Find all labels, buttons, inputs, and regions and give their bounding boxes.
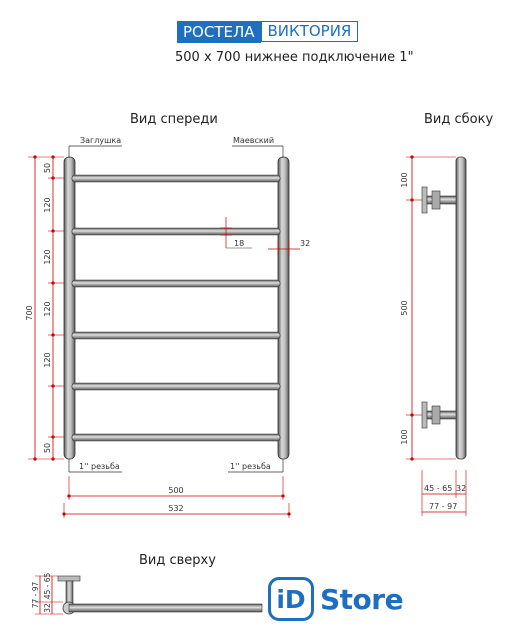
segment-dim: 50 [43,162,52,174]
dim-18: 18 [234,239,245,248]
width-inner-dim: 500 [168,486,184,495]
top-view-rung [69,604,262,612]
label-plug: Заглушка [80,136,122,145]
side-pipe [456,157,466,459]
side-top-dim: 100 [400,172,409,188]
top-depth-dim: 45 - 65 [43,572,52,600]
side-view-title: Вид сбоку [424,112,494,127]
label-valve: Маевский [233,136,275,145]
right-pipe [278,157,289,459]
side-view [406,155,466,516]
brand-name: РОСТЕЛА [177,21,261,43]
thread-right-label: 1'' резьба [230,462,271,471]
segment-dim: 120 [43,352,52,368]
rung [72,175,280,182]
idstore-logo [268,577,403,621]
rung [72,280,280,287]
side-pipe-dim: 32 [456,484,467,493]
subtitle: 500 x 700 нижнее подключение 1" [175,50,414,65]
side-bottom-dim: 100 [400,429,409,445]
logo-store-text: Store [320,582,404,616]
rung [72,332,280,339]
rung [72,228,280,235]
front-view-title: Вид спереди [130,112,218,127]
rung [72,383,280,390]
logo-id-mark: iD [268,577,314,621]
height-dim: 700 [25,305,34,321]
segment-dim: 50 [43,442,52,454]
rung [72,434,280,441]
thread-left-label: 1'' резьба [79,462,120,471]
segment-dim: 120 [43,197,52,213]
top-pipe-dim: 32 [43,603,52,613]
segment-dim: 120 [43,249,52,265]
top-view [35,576,262,614]
top-total-depth-dim: 77 - 97 [31,581,40,609]
width-outer-dim: 532 [168,504,184,513]
top-view-title: Вид сверху [139,553,216,568]
side-middle-dim: 500 [400,300,409,316]
model-name: ВИКТОРИЯ [261,21,359,42]
side-total-depth-dim: 77 - 97 [429,502,458,511]
side-depth-dim: 45 - 65 [424,484,453,493]
left-pipe [64,157,75,459]
segment-dim: 120 [43,301,52,317]
dim-32: 32 [300,239,311,248]
